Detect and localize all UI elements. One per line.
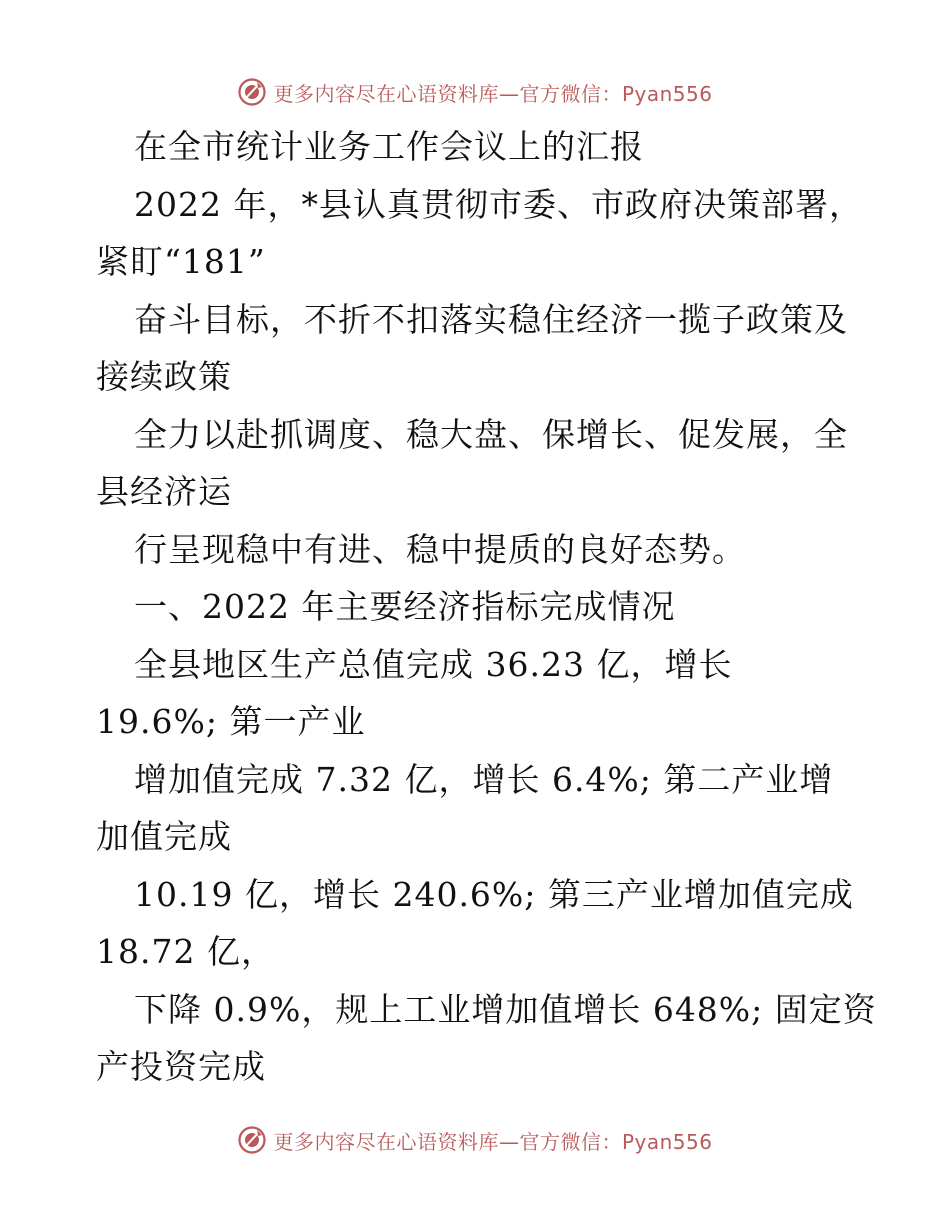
document-line: 10.19 亿，增长 240.6%; 第三产业增加值完成 bbox=[134, 874, 854, 914]
quill-seal-logo-icon bbox=[237, 77, 267, 107]
document-line: 县经济运 bbox=[96, 472, 232, 511]
document-line: 全力以赴抓调度、稳大盘、保增长、促发展，全 bbox=[134, 414, 848, 454]
document-body bbox=[96, 118, 877, 1096]
document-line: 奋斗目标，不折不扣落实稳住经济一揽子政策及 bbox=[134, 299, 848, 339]
document-line: 加值完成 bbox=[96, 817, 232, 856]
document-line: 产投资完成 bbox=[96, 1047, 266, 1086]
document-line: 2022 年，*县认真贯彻市委、市政府决策部署， bbox=[134, 184, 863, 224]
footer-banner-text: 更多内容尽在心语资料库—官方微信：Pyan556 bbox=[273, 1129, 713, 1154]
header-banner-text: 更多内容尽在心语资料库—官方微信：Pyan556 bbox=[273, 81, 713, 106]
document-line: 增加值完成 7.32 亿，增长 6.4%; 第二产业增 bbox=[134, 759, 834, 799]
document-line: 18.72 亿， bbox=[96, 932, 275, 971]
document-line: 在全市统计业务工作会议上的汇报 bbox=[134, 127, 644, 166]
document-line: 紧盯“181” bbox=[96, 242, 266, 281]
document-line: 行呈现稳中有进、稳中提质的良好态势。 bbox=[134, 529, 746, 569]
document-line: 一、2022 年主要经济指标完成情况 bbox=[134, 587, 676, 626]
quill-seal-logo-icon bbox=[237, 1125, 267, 1155]
document-line: 19.6%; 第一产业 bbox=[96, 702, 366, 741]
footer-banner bbox=[0, 1120, 950, 1160]
header-banner bbox=[0, 72, 950, 112]
document-line: 接续政策 bbox=[96, 357, 232, 396]
document-line: 全县地区生产总值完成 36.23 亿，增长 bbox=[134, 644, 733, 684]
document-line: 下降 0.9%，规上工业增加值增长 648%; 固定资 bbox=[134, 989, 877, 1029]
